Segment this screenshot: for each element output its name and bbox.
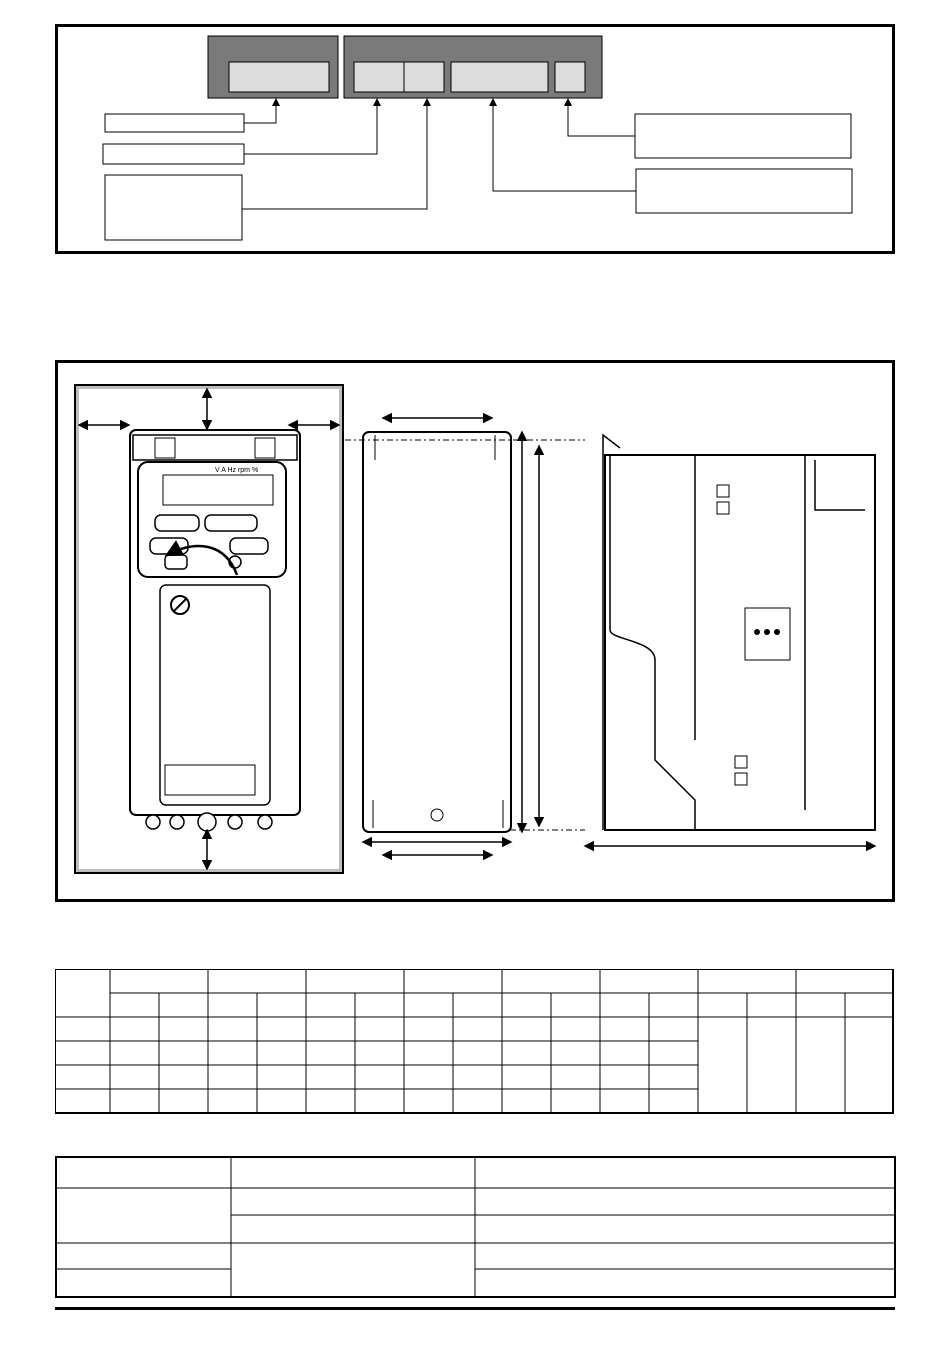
leader-lines [242,102,636,209]
drive-dimensions-drawing [55,360,895,902]
code-box-left [208,36,338,98]
label-box-4 [635,114,851,158]
keypad-enter-button[interactable] [205,515,257,531]
label-box-1 [105,114,244,132]
label-box-3 [105,175,242,240]
dimensions-table [55,969,895,1114]
label-box-2 [103,144,244,164]
keypad-start-button[interactable] [165,555,187,569]
label-box-5 [636,169,852,213]
ratings-table [55,1156,897,1298]
model-code-diagram [55,24,895,254]
footer-rule [55,1307,895,1310]
rear-view [345,418,585,855]
front-view [75,385,343,873]
keypad-down-button[interactable] [150,538,188,554]
keypad-back-button[interactable] [155,515,199,531]
code-box-right [344,36,602,98]
keypad-display-text: V A Hz rpm % [215,467,259,474]
side-view [585,435,875,846]
keypad-up-button[interactable] [230,538,268,554]
keypad-display [163,475,273,505]
